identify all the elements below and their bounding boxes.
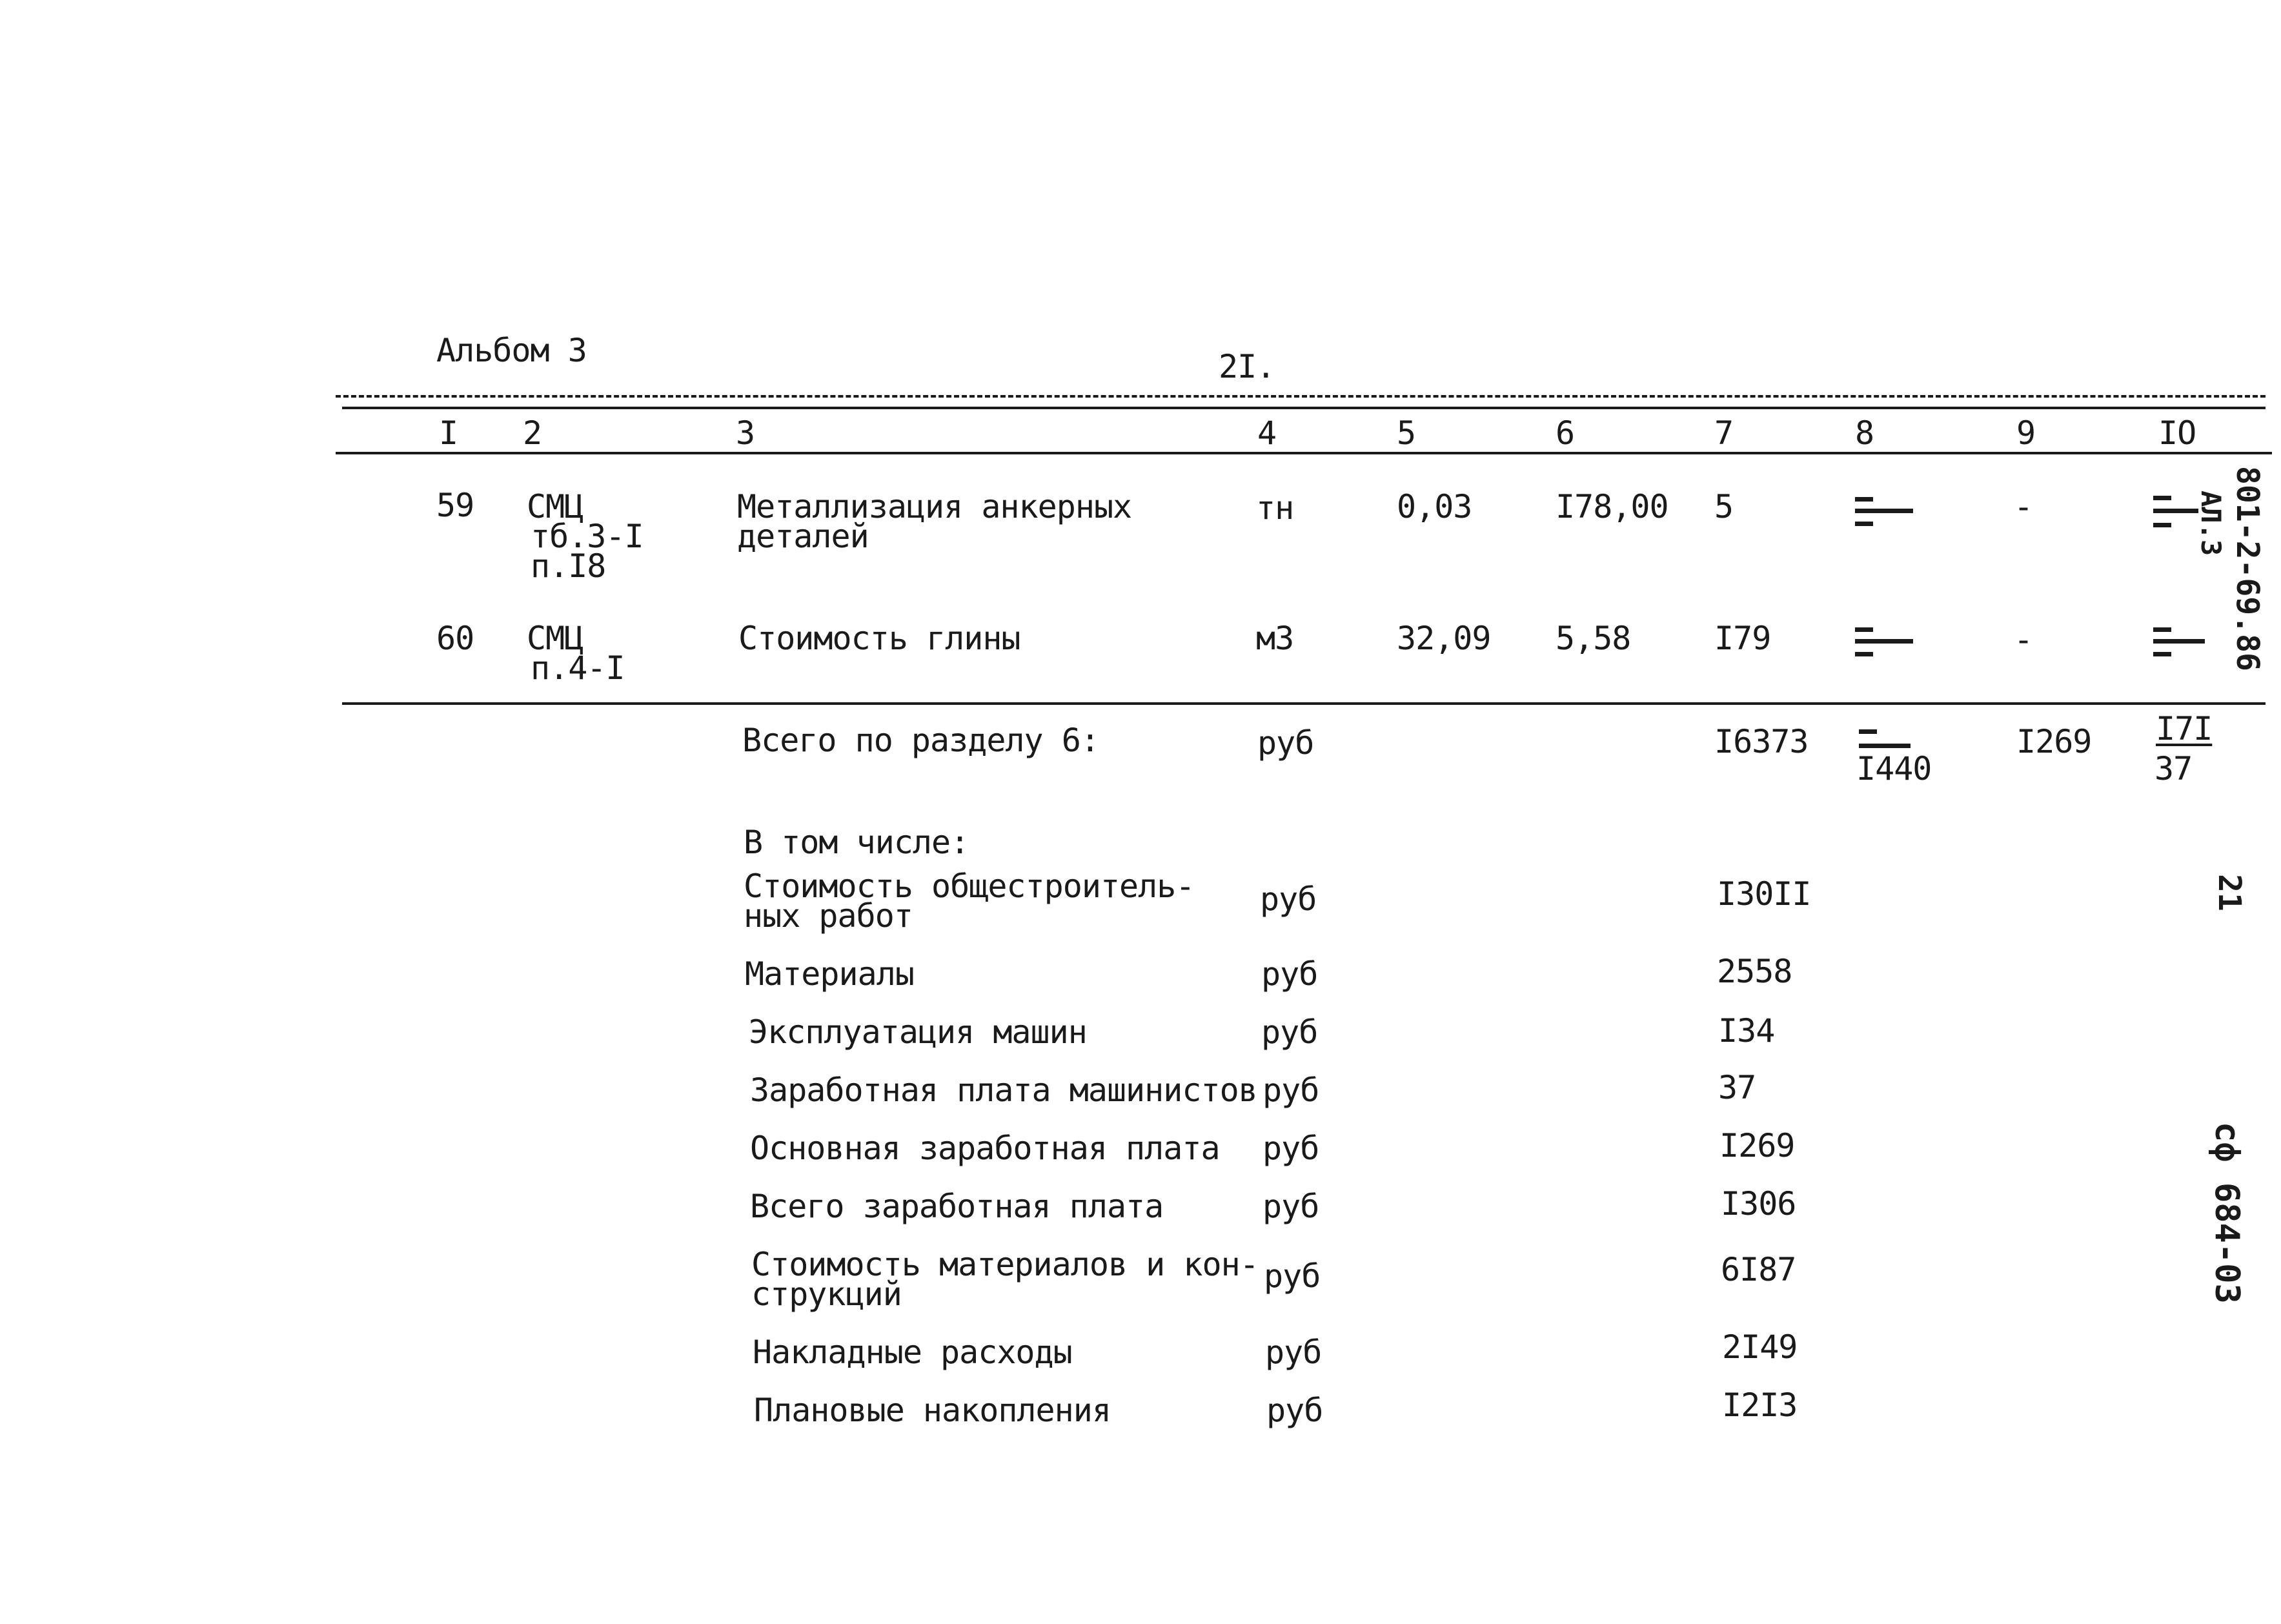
row-code-line: п.4-I: [531, 649, 625, 687]
doc-code-vertical: 801-2-69.86: [2229, 466, 2266, 671]
breakdown-name: Материалы: [745, 955, 914, 993]
breakdown-name: Накладные расходы: [753, 1334, 1072, 1371]
col-header-9: 9: [2016, 414, 2036, 452]
breakdown-name: Стоимость общестроитель-: [744, 868, 1195, 905]
section-total-col9: I269: [2016, 723, 2092, 760]
section-total-col10-bottom: 37: [2154, 750, 2193, 787]
col-header-1: I: [439, 414, 458, 452]
breakdown-value: I2I3: [1722, 1386, 1798, 1424]
breakdown-name: Заработная плата машинистов: [750, 1071, 1257, 1109]
breakdown-value: 2I49: [1722, 1328, 1798, 1366]
header-bottom-rule: [336, 452, 2272, 454]
section-total-label: Всего по разделу 6:: [742, 722, 1099, 759]
album-label: Альбом 3: [436, 332, 587, 369]
row-name-line: Стоимость глины: [738, 620, 1020, 657]
section-total-col10-top: I7I: [2156, 710, 2213, 747]
col-header-6: 6: [1556, 414, 1575, 452]
row-total: I79: [1714, 620, 1771, 657]
including-label: В том числе:: [744, 824, 969, 861]
breakdown-name: Основная заработная плата: [750, 1130, 1220, 1167]
row-price: 5,58: [1556, 620, 1631, 657]
breakdown-value: I30II: [1717, 875, 1811, 913]
breakdown-value: 2558: [1717, 953, 1792, 990]
breakdown-unit: руб: [1262, 1188, 1319, 1225]
row-unit: м3: [1256, 620, 1294, 657]
breakdown-value: I269: [1719, 1127, 1795, 1164]
ditto-mark-icon: [2153, 627, 2211, 666]
breakdown-unit: руб: [1266, 1392, 1323, 1429]
breakdown-unit: руб: [1262, 1071, 1319, 1109]
breakdown-name: Всего заработная плата: [750, 1188, 1164, 1225]
breakdown-value: 37: [1718, 1069, 1756, 1106]
row-col9: -: [2014, 488, 2033, 525]
row-quantity: 0,03: [1397, 488, 1472, 525]
breakdown-name: Эксплуатация машин: [749, 1013, 1087, 1051]
row-total: 5: [1714, 488, 1734, 525]
ditto-mark-icon: [1855, 497, 1913, 536]
col-header-5: 5: [1397, 414, 1416, 452]
page-mark-vertical: 21: [2211, 874, 2247, 911]
breakdown-value: I306: [1721, 1185, 1796, 1223]
row-number: 60: [436, 620, 474, 657]
breakdown-name: Стоимость материалов и кон-: [751, 1246, 1259, 1283]
col-header-3: 3: [736, 414, 755, 452]
row-number: 59: [436, 487, 474, 524]
row-quantity: 32,09: [1397, 620, 1491, 657]
breakdown-name: струкций: [751, 1275, 902, 1313]
breakdown-name: ных работ: [744, 897, 913, 935]
row-code-line: СМЦ: [527, 620, 583, 657]
section-total-rule: [342, 702, 2266, 705]
row-col9: -: [2014, 621, 2033, 658]
row-name-line: Металлизация анкерных: [737, 488, 1132, 525]
section-total-unit: руб: [1257, 724, 1314, 762]
row-unit: тн: [1256, 489, 1294, 527]
breakdown-unit: руб: [1265, 1334, 1322, 1371]
col-header-4: 4: [1257, 414, 1277, 452]
page-number: 2I.: [1219, 348, 1275, 385]
breakdown-value: 6I87: [1721, 1251, 1796, 1288]
row-code-line: п.I8: [531, 547, 606, 585]
album-code-vertical: АЛ.3: [2195, 491, 2227, 556]
breakdown-unit: руб: [1264, 1257, 1321, 1295]
col-header-10: IO: [2158, 414, 2196, 452]
col-header-7: 7: [1714, 414, 1734, 452]
top-rule-solid: [342, 407, 2266, 409]
stamp-vertical: сф 684-03: [2207, 1122, 2246, 1304]
breakdown-value: I34: [1718, 1012, 1775, 1050]
breakdown-unit: руб: [1261, 955, 1318, 993]
breakdown-unit: руб: [1260, 880, 1317, 918]
breakdown-unit: руб: [1262, 1130, 1319, 1167]
col-header-2: 2: [523, 414, 542, 452]
breakdown-name: Плановые накопления: [754, 1392, 1111, 1429]
ditto-mark-icon: [1855, 627, 1913, 666]
section-total-col8: I440: [1856, 750, 1932, 787]
row-name-line: деталей: [737, 518, 869, 555]
row-code-line: тб.3-I: [531, 518, 644, 555]
breakdown-unit: руб: [1261, 1013, 1318, 1051]
top-rule-dashed: [336, 395, 2266, 398]
row-code-line: СМЦ: [527, 488, 583, 525]
col-header-8: 8: [1855, 414, 1874, 452]
row-price: I78,00: [1556, 488, 1668, 525]
section-total-value: I6373: [1714, 723, 1809, 760]
